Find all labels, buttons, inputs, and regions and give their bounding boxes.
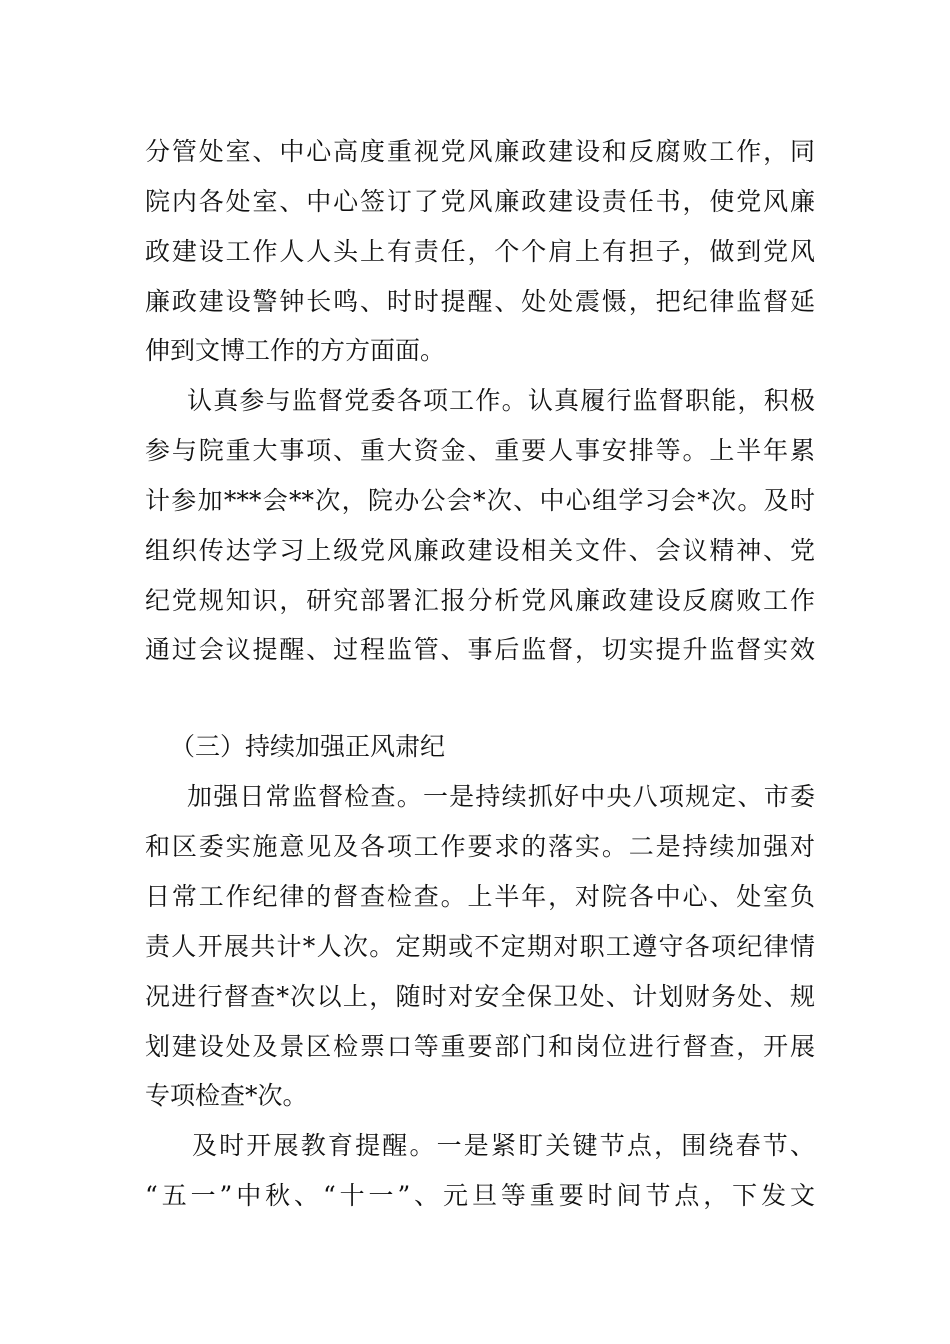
paragraph-1-line-3: 政建设工作人人头上有责任，个个肩上有担子，做到党风: [145, 237, 815, 266]
paragraph-2-line-1: 认真参与监督党委各项工作。认真履行监督职能，积极: [187, 386, 815, 415]
paragraph-1-line-2: 院内各处室、中心签订了党风廉政建设责任书，使党风廉: [145, 187, 815, 216]
paragraph-3-line-2: 和区委实施意见及各项工作要求的落实。二是持续加强对: [145, 832, 815, 861]
paragraph-2-line-4: 组织传达学习上级党风廉政建设相关文件、会议精神、党: [145, 536, 815, 565]
paragraph-1-line-1: 分管处室、中心高度重视党风廉政建设和反腐败工作，同: [145, 137, 815, 166]
paragraph-2-line-5: 纪党规知识，研究部署汇报分析党风廉政建设反腐败工作: [145, 586, 815, 615]
paragraph-3-line-7: 专项检查*次。: [145, 1081, 308, 1110]
paragraph-3-line-6: 划建设处及景区检票口等重要部门和岗位进行督查，开展: [145, 1032, 815, 1061]
paragraph-4-line-1: 及时开展教育提醒。一是紧盯关键节点，围绕春节、: [192, 1131, 815, 1160]
paragraph-1-line-5: 伸到文博工作的方方面面。: [145, 336, 446, 365]
paragraph-1-line-4: 廉政建设警钟长鸣、时时提醒、处处震慑，把纪律监督延: [145, 287, 815, 316]
paragraph-2-line-6: 通过会议提醒、过程监管、事后监督，切实提升监督实效: [145, 635, 815, 664]
paragraph-3-line-5: 况进行督查*次以上，随时对安全保卫处、计划财务处、规: [145, 982, 815, 1011]
paragraph-4-line-2: “五一”中秋、“十一”、元旦等重要时间节点，下发文: [145, 1181, 815, 1210]
paragraph-3-line-4: 责人开展共计*人次。定期或不定期对职工遵守各项纪律情: [145, 932, 815, 961]
paragraph-3-line-3: 日常工作纪律的督查检查。上半年，对院各中心、处室负: [145, 882, 815, 911]
paragraph-3-line-1: 加强日常监督检查。一是持续抓好中央八项规定、市委: [187, 782, 815, 811]
paragraph-2-line-2: 参与院重大事项、重大资金、重要人事安排等。上半年累: [145, 436, 815, 465]
paragraph-2-line-3: 计参加***会**次，院办公会*次、中心组学习会*次。及时: [145, 486, 815, 515]
section-heading-3: （三）持续加强正风肃纪: [170, 732, 446, 761]
